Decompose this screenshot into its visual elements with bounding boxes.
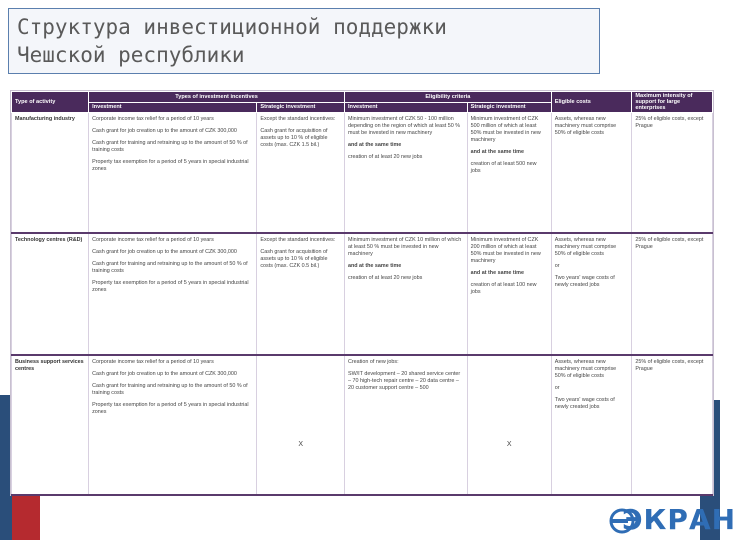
cell-text: Cash grant for job creation up to the amount of CZK 300,000	[92, 370, 237, 377]
cell-text: creation of at least 100 new jobs	[470, 281, 537, 295]
header-elig-strategic: Strategic investment	[467, 102, 551, 113]
cell-text: 25% of eligible costs, except Prague	[635, 116, 704, 129]
cell-elig-strategic	[467, 233, 551, 355]
cell-text: Property tax exemption for a period of 5 years in special industrial zones	[92, 159, 249, 172]
cell-text: Minimum investment of CZK 10 million of which at least 50 % must be invested in new machinery	[347, 236, 462, 257]
cell-text: creation of at least 20 new jobs	[347, 154, 423, 160]
cell-investment	[89, 113, 257, 233]
cell-text: Assets, whereas new machinery must comprise 50% of eligible costs	[554, 236, 617, 257]
cell-elig-investment	[344, 113, 467, 233]
cell-text: Cash grant for training and retraining up to the amount of 50 % of training costs	[92, 382, 248, 396]
row-type: Technology centres (R&D)	[12, 233, 89, 355]
title-line-2: Чешской республики	[17, 43, 245, 67]
cell-eligible-costs	[551, 113, 632, 233]
cell-text: Minimum investment of CZK 50 - 100 million depending on the region of which at least 50 % must be invested in new machinery	[347, 116, 461, 136]
cell-investment	[89, 355, 257, 496]
cell-text: and at the same time	[470, 149, 524, 155]
header-max-intensity: Maximum intensity of support for large enterprises	[632, 92, 713, 113]
header-strategic-investment: Strategic investment	[257, 102, 345, 113]
cell-strategic	[257, 113, 345, 233]
row-type: Manufacturing industry	[12, 113, 89, 233]
cell-text: and at the same time	[347, 262, 402, 269]
cell-text: creation of at least 20 new jobs	[347, 274, 423, 281]
cell-text: Minimum investment of CZK 200 million of which at least 50% must be invested in new machinery	[470, 236, 541, 264]
cell-text: Property tax exemption for a period of 5 years in special industrial zones	[92, 401, 249, 415]
cell-max-intensity	[632, 355, 713, 496]
cell-text: Cash grant for acquisition of assets up to 10 % of eligible costs (max. CZK 0.5 bil.)	[260, 248, 328, 269]
cell-text: Minimum investment of CZK 500 million of which at least 50% must be invested in new machinery	[470, 116, 541, 143]
cell-investment	[89, 233, 257, 355]
cell-text: Except the standard incentives:	[260, 236, 336, 243]
cell-text: Assets, whereas new machinery must comprise 50% of eligible costs	[554, 116, 617, 136]
cell-text: Corporate income tax relief for a period of 10 years	[92, 116, 214, 122]
cell-text: Corporate income tax relief for a period of 10 years	[92, 358, 214, 365]
header-elig-investment: Investment	[344, 102, 467, 113]
cell-max-intensity	[632, 113, 713, 233]
cell-text: Property tax exemption for a period of 5 years in special industrial zones	[92, 279, 249, 293]
cell-text: Two years' wage costs of newly created jobs	[554, 396, 615, 410]
cell-elig-strategic	[467, 113, 551, 233]
title-line-1: Структура инвестиционной поддержки	[17, 15, 447, 39]
cell-text: Except the standard incentives:	[260, 116, 336, 122]
cell-text: and at the same time	[470, 269, 524, 276]
cell-text: 25% of eligible costs, except Prague	[635, 236, 704, 250]
cell-text: Cash grant for job creation up to the amount of CZK 300,000	[92, 128, 237, 134]
table-row	[12, 233, 713, 355]
cell-text: Assets, whereas new machinery must comprise 50% of eligible costs	[554, 358, 617, 379]
header-eligible-costs: Eligible costs	[551, 92, 632, 113]
cell-text: Cash grant for acquisition of assets up to 10 % of eligible costs (max. CZK 1.5 bil.)	[260, 128, 328, 148]
cell-text: or	[554, 384, 560, 391]
cell-eligible-costs	[551, 233, 632, 355]
cell-text: creation of at least 500 new jobs	[470, 161, 537, 174]
cell-elig-investment	[344, 233, 467, 355]
cell-strategic	[257, 233, 345, 355]
logo-text: ЭКРАН	[622, 503, 736, 536]
cell-text: Corporate income tax relief for a period of 10 years	[92, 236, 214, 243]
cell-text: Cash grant for training and retraining up to the amount of 50 % of training costs	[92, 140, 248, 153]
table-row	[12, 113, 713, 233]
cell-text: Creation of new jobs:	[347, 358, 399, 365]
cell-elig-investment	[344, 355, 467, 496]
investment-table	[10, 90, 714, 496]
cell-elig-strategic-not-applicable: X	[467, 355, 551, 496]
header-type-of-activity: Type of activity	[12, 92, 89, 113]
cell-eligible-costs	[551, 355, 632, 496]
cell-text: SW/IT development – 20 shared service center – 70 high-tech repair centre – 20 data centre – 20 customer support centre – 500	[347, 370, 461, 391]
slide-title	[8, 8, 600, 74]
cell-text: Cash grant for job creation up to the amount of CZK 300,000	[92, 248, 237, 255]
header-incentives-group: Types of investment incentives	[89, 92, 345, 103]
cell-text: Two years' wage costs of newly created jobs	[554, 274, 615, 288]
header-investment: Investment	[89, 102, 257, 113]
table-row	[12, 355, 713, 496]
cell-text: Cash grant for training and retraining up to the amount of 50 % of training costs	[92, 260, 248, 274]
cell-strategic-not-applicable: X	[257, 355, 345, 496]
cell-max-intensity	[632, 233, 713, 355]
row-type: Business support services centres	[12, 355, 89, 496]
cell-text: and at the same time	[347, 142, 402, 148]
header-eligibility-group: Eligibility criteria	[344, 92, 551, 103]
cell-text: or	[554, 262, 560, 269]
cell-text: 25% of eligible costs, except Prague	[635, 358, 704, 372]
